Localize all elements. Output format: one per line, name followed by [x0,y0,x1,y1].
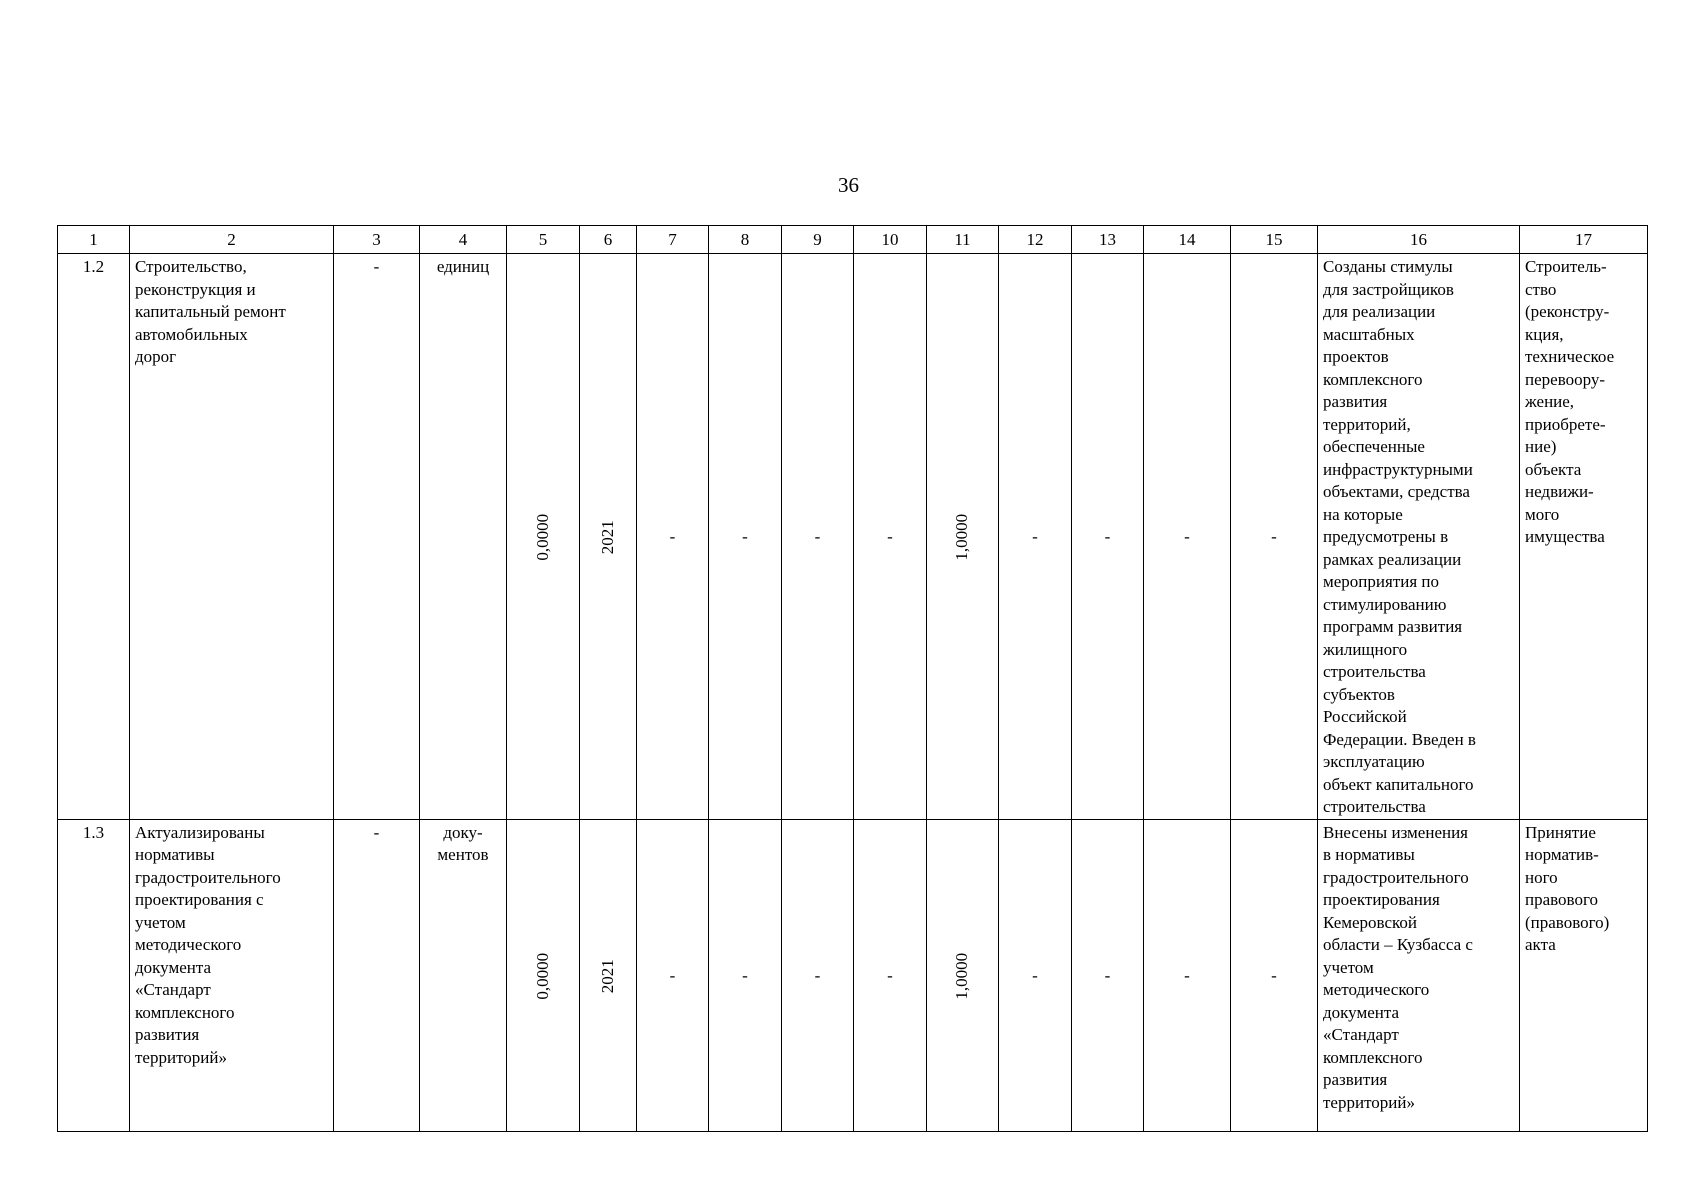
value-11: 1,0000 [952,952,972,1000]
cell-3: - [334,254,420,820]
measure-name: Строительство, реконструкция и капитальный ремонт автомобильных дорог [130,254,334,820]
table-row [58,254,1648,820]
header-cell: 8 [709,226,782,254]
header-cell: 9 [782,226,854,254]
result-description: Внесены изменения в нормативы градостроительного проектирования Кемеровской области – Кузбасса с учетом методического документа «Стандарт комплексного развития территорий» [1318,819,1520,1131]
base-year: 2021 [597,959,617,993]
result-description: Созданы стимулы для застройщиков для реализации масштабных проектов комплексного развития территорий, обеспеченные инфраструктурными объектами, средства на которые предусмотрены в рамках реализации мероприятия по стимулированию программ развития жилищного строительства субъектов Российской Федерации. Введен в эксплуатацию объект капитального строительства [1318,254,1520,820]
header-cell: 3 [334,226,420,254]
unit-cell: доку- ментов [420,819,507,1131]
header-cell: 16 [1318,226,1520,254]
value-cell-12: - [999,819,1072,1131]
value-cell-7: - [637,819,709,1131]
unit-cell: единиц [420,254,507,820]
header-row [58,226,1648,254]
result-type: Принятие норматив- ного правового (правового) акта [1520,819,1648,1131]
base-year-cell [580,819,637,1131]
header-cell: 1 [58,226,130,254]
header-cell: 6 [580,226,637,254]
value-cell-8: - [709,254,782,820]
measure-name: Актуализированы нормативы градостроительного проектирования с учетом методического документа «Стандарт комплексного развития территорий» [130,819,334,1131]
value-cell-10: - [854,254,927,820]
value-cell-13: - [1072,819,1144,1131]
header-cell: 15 [1231,226,1318,254]
value-cell-15: - [1231,254,1318,820]
header-cell: 14 [1144,226,1231,254]
base-value: 0,0000 [532,952,552,1000]
header-cell: 12 [999,226,1072,254]
header-cell: 4 [420,226,507,254]
row-number: 1.3 [58,819,130,1131]
value-cell-11 [927,819,999,1131]
value-cell-12: - [999,254,1072,820]
value-cell-9: - [782,254,854,820]
header-cell: 2 [130,226,334,254]
header-cell: 13 [1072,226,1144,254]
header-cell: 10 [854,226,927,254]
row-number: 1.2 [58,254,130,820]
base-value: 0,0000 [532,513,552,561]
value-cell-8: - [709,819,782,1131]
cell-3: - [334,819,420,1131]
value-11: 1,0000 [952,513,972,561]
base-year: 2021 [597,520,617,555]
value-cell-14: - [1144,254,1231,820]
result-type: Строитель- ство (реконстру- кция, техническое перевоору- жение, приобрете- ние) объекта недвижи- мого имущества [1520,254,1648,820]
base-year-cell [580,254,637,820]
header-cell: 7 [637,226,709,254]
base-value-cell [507,254,580,820]
page-number: 36 [838,173,859,197]
value-cell-10: - [854,819,927,1131]
header-cell: 11 [927,226,999,254]
value-cell-11 [927,254,999,820]
value-cell-9: - [782,819,854,1131]
value-cell-13: - [1072,254,1144,820]
header-cell: 5 [507,226,580,254]
value-cell-14: - [1144,819,1231,1131]
table-row [58,819,1648,1131]
indicator-table [57,225,1648,1132]
value-cell-15: - [1231,819,1318,1131]
header-cell: 17 [1520,226,1648,254]
base-value-cell [507,819,580,1131]
value-cell-7: - [637,254,709,820]
